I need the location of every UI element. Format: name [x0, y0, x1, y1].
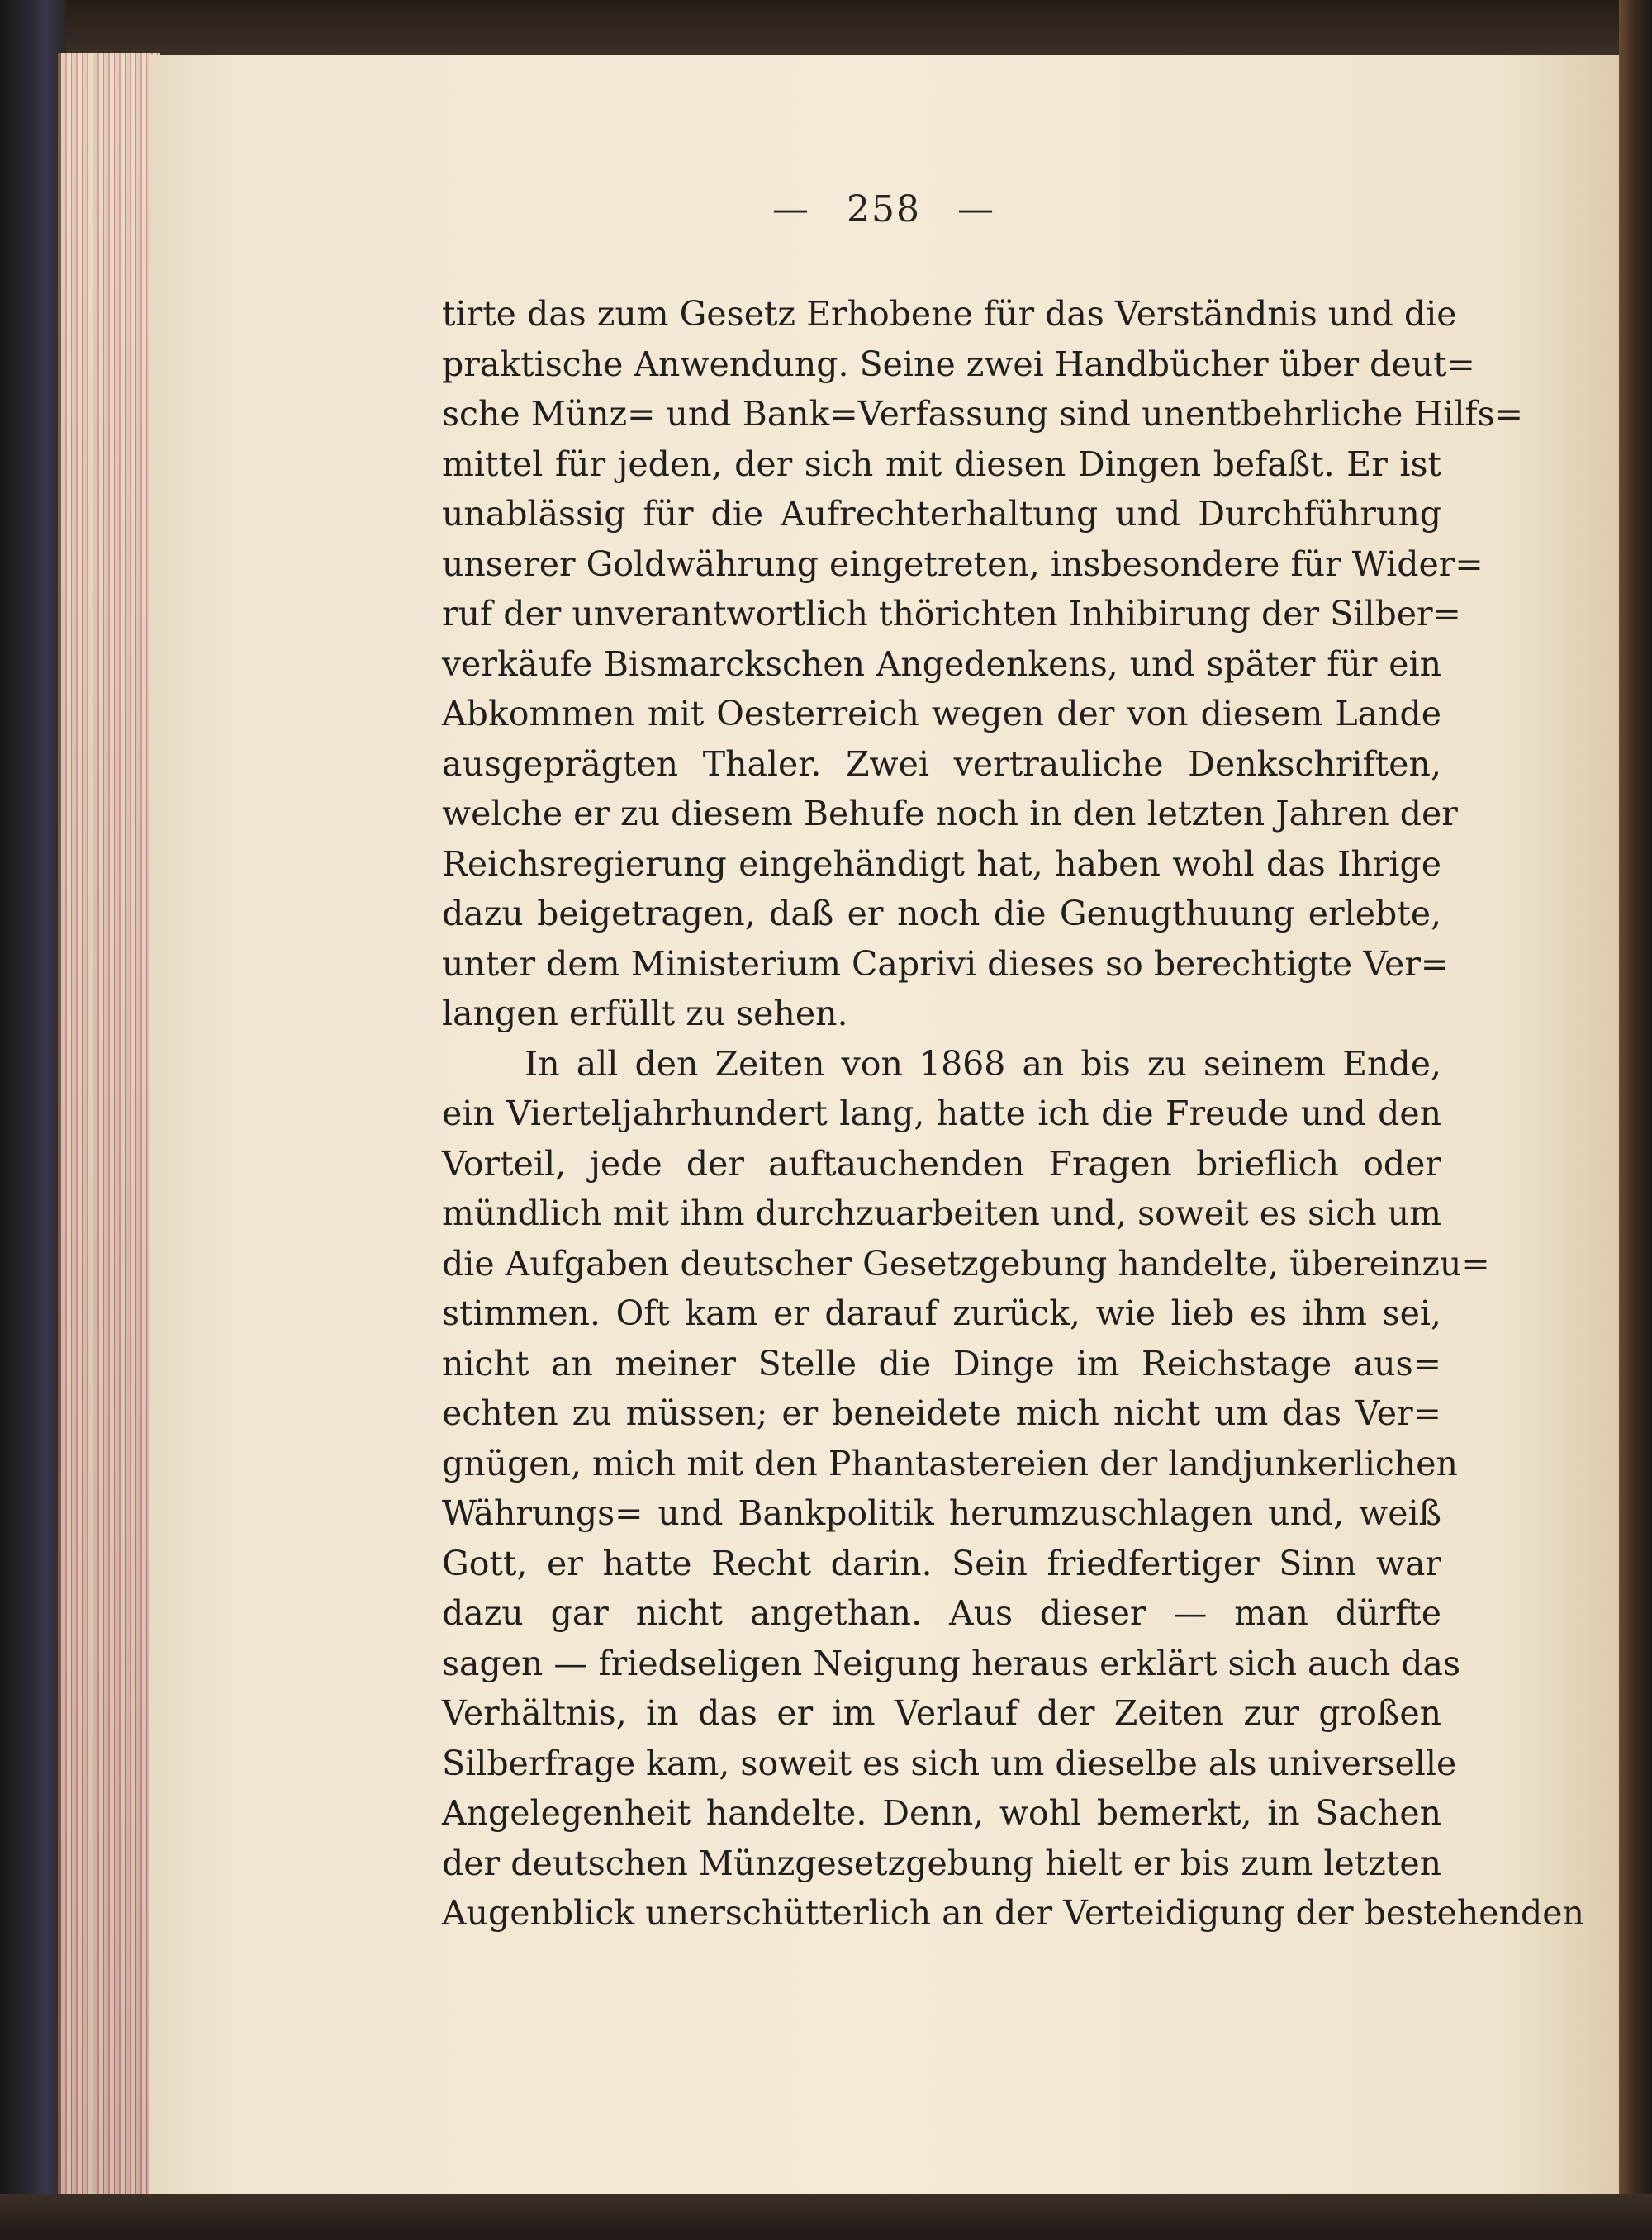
text-line: unserer Goldwährung eingetreten, insbesondere für Wider= — [442, 543, 1483, 584]
text-line: unablässig für die Aufrechterhaltung und Durchführung — [442, 494, 1441, 534]
text-line: unter dem Ministerium Caprivi dieses so berechtigte Ver= — [442, 943, 1450, 984]
page-number: 258 — [847, 188, 921, 230]
cover-right-edge — [1619, 0, 1652, 2240]
text-line: Angelegenheit handelte. Denn, wohl bemerkt, in Sachen — [442, 1793, 1441, 1833]
text-line: Währungs= und Bankpolitik herumzuschlagen und, weiß — [442, 1493, 1441, 1533]
text-line: gnügen, mich mit den Phantastereien der landjunkerlichen — [442, 1443, 1458, 1483]
text-line: ein Vierteljahrhundert lang, hatte ich die Freude und den — [442, 1094, 1441, 1133]
text-line: tirte das zum Gesetz Erhobene für das Verständnis und die — [442, 294, 1457, 334]
text-line: sagen — friedseligen Neigung heraus erklärt sich auch das — [442, 1643, 1461, 1683]
text-line: praktische Anwendung. Seine zwei Handbücher über deut= — [442, 344, 1475, 384]
text-line: dazu gar nicht angethan. Aus dieser — man dürfte — [442, 1593, 1441, 1633]
text-line: stimmen. Oft kam er darauf zurück, wie lieb es ihm sei, — [442, 1293, 1441, 1333]
header-dash-right: — — [957, 188, 995, 230]
cover-top-edge — [0, 0, 1652, 55]
text-line: Reichsregierung eingehändigt hat, haben wohl das Ihrige — [442, 843, 1441, 884]
text-line: Augenblick unerschütterlich an der Verteidigung der bestehenden — [442, 1893, 1584, 1933]
text-line: mündlich mit ihm durchzuarbeiten und, soweit es sich um — [442, 1194, 1441, 1233]
text-line: Silberfrage kam, soweit es sich um dieselbe als universelle — [442, 1743, 1457, 1783]
text-line: nicht an meiner Stelle die Dinge im Reichstage aus= — [442, 1343, 1441, 1383]
text-line: der deutschen Münzgesetzgebung hielt er bis zum letzten — [442, 1843, 1441, 1883]
page-fore-edges — [58, 53, 160, 2200]
text-line: verkäufe Bismarckschen Angedenkens, und später für ein — [442, 643, 1441, 684]
text-line: In all den Zeiten von 1868 an bis zu seinem Ende, — [525, 1043, 1441, 1084]
text-line: echten zu müssen; er beneidete mich nicht um das Ver= — [442, 1393, 1441, 1433]
page-header — [149, 188, 1619, 230]
text-line: mittel für jeden, der sich mit diesen Dingen befaßt. Er ist — [442, 444, 1441, 484]
text-line: Verhältnis, in das er im Verlauf der Zeiten zur großen — [442, 1693, 1441, 1733]
header-dash-left: — — [772, 188, 810, 230]
cover-bottom-edge — [0, 2194, 1652, 2240]
body-text — [442, 289, 1584, 1939]
text-line: welche er zu diesem Behufe noch in den letzten Jahren der — [442, 794, 1458, 833]
text-line: die Aufgaben deutscher Gesetzgebung handelte, übereinzu= — [442, 1243, 1490, 1284]
text-line: dazu beigetragen, daß er noch die Genugthuung erlebte, — [442, 894, 1441, 933]
text-line: ausgeprägten Thaler. Zwei vertrauliche Denkschriften, — [442, 743, 1441, 784]
book-spine-cover — [0, 0, 66, 2240]
text-line: ruf der unverantwortlich thörichten Inhibirung der Silber= — [442, 594, 1461, 634]
text-line: langen erfüllt zu sehen. — [442, 994, 848, 1033]
text-line: Gott, er hatte Recht darin. Sein friedfertiger Sinn war — [442, 1543, 1441, 1583]
text-line: Abkommen mit Oesterreich wegen der von diesem Lande — [442, 694, 1441, 733]
text-line: Vorteil, jede der auftauchenden Fragen brieflich oder — [442, 1143, 1441, 1184]
text-line: sche Münz= und Bank=Verfassung sind unentbehrliche Hilfs= — [442, 394, 1523, 434]
